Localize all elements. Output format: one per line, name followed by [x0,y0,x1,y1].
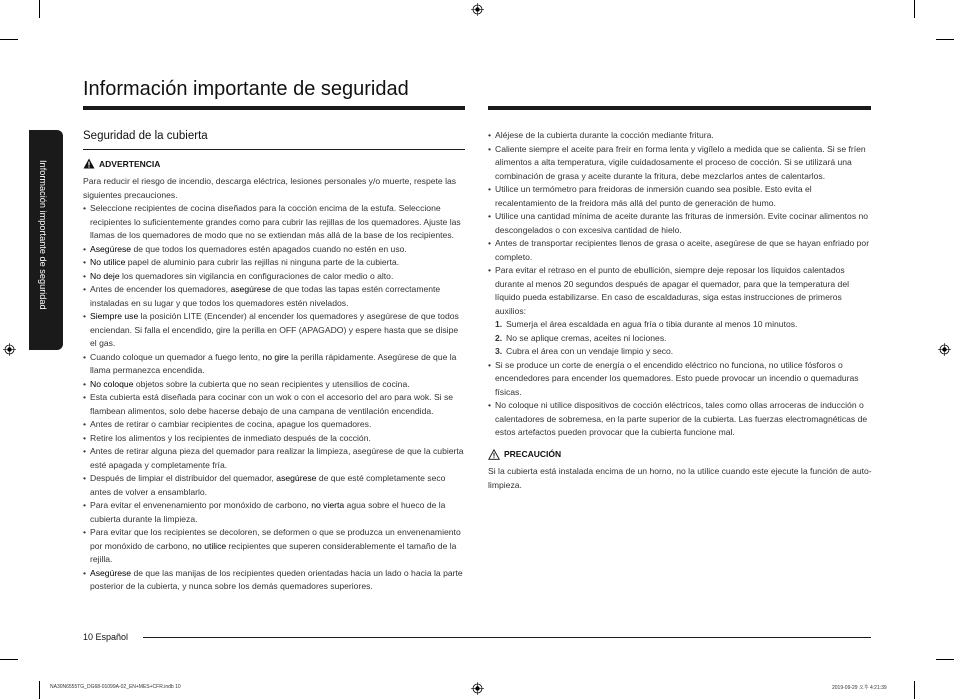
safety-item-text: Si se produce un corte de energía o el encendido eléctrico no funciona, no utilice fósforos o encendedores para encender los quemadores. Esto puede provocar un incendio o quemaduras físicas. [495,359,859,397]
step-number: 1. [495,319,503,329]
warning-item-text: Después de limpiar el distribuidor del quemador, [90,473,277,483]
page-number: 10 Español [83,632,129,642]
warning-item-emphasis: No deje [90,270,120,281]
warning-item-text: Antes de retirar alguna pieza del quemador para realizar la limpieza, asegúrese de que la cubierta esté apagada y completamente fría. [90,446,464,470]
crop-mark [39,681,40,699]
warning-item-text: de que todos los quemadores estén apagados cuando no estén en uso. [131,243,407,254]
page-title: Información importante de seguridad [83,78,409,100]
warning-item-emphasis: No utilice [90,257,126,267]
crop-mark [39,0,40,18]
warning-item-text: los quemadores sin vigilancia en configuraciones de calor medio o alto. [119,270,394,281]
warning-item-emphasis: Asegúrese [90,243,132,254]
registration-mark-icon [471,3,484,16]
crop-mark [914,681,915,699]
print-date-info: 2019-09-29 오후 4:21:39 [832,685,887,691]
step-number: 2. [495,332,503,343]
warning-item-text: papel de aluminio para cubrir las rejillas ni ninguna parte de la cubierta. [125,257,400,267]
print-file-info: NA30N6555TG_DG68-01099A-02_EN+MES+CFR.indb 10 [50,684,181,690]
warning-heading [83,158,160,169]
warning-item-emphasis: Siempre use [90,311,139,321]
warning-item-text: recipientes que superen considerablemente el tamaño de la rejilla. [90,540,457,564]
warning-item-text: Cuando coloque un quemador a fuego lento, [90,351,263,362]
warning-item-text: Seleccione recipientes de cocina diseñados para la cocción encima de la estufa. Seleccione recipientes lo suficientemente grandes como para cubrir las rejillas de los quemadores. Ajuste las llamas de los quemadores de modo que no se extiendan más allá de la base de los recipientes. [90,203,461,240]
step-text: Cubra el área con un vendaje limpio y seco. [506,346,674,356]
warning-item-text: Antes de encender los quemadores, [90,284,231,294]
warning-item [83,445,467,472]
first-aid-step [495,332,872,346]
safety-item-text: Utilice una cantidad mínima de aceite durante las frituras de inmersión. Evite cocinar alimentos no descongelados o con excesiva cantidad de hielo. [495,211,869,235]
warning-item-text: Esta cubierta está diseñada para cocinar con un wok o con el accesorio del aro para wok. Si se flambean alimentos, solo debe hacerse debajo de una campana de ventilación encendida. [90,392,454,416]
warning-item-text: agua sobre el hueco de la cubierta durante la limpieza. [90,500,446,524]
warning-list [83,202,467,594]
safety-item [488,237,872,264]
safety-item-text: Para evitar el retraso en el punto de ebullición, siempre deje reposar los líquidos calentados durante al menos 20 segundos después de apagar el quemador, para que la temperatura del líquido pueda estabilizarse. En caso de escaldaduras, siga estas instrucciones de primeros auxilios: [495,265,850,316]
frying-safety-list [488,129,872,440]
warning-item-text: objetos sobre la cubierta que no sean recipientes y utensilios de cocina. [133,378,410,389]
warning-item [83,283,467,310]
warning-item-text: Para evitar que los recipientes se decoloren, se deformen o que se produzca un envenenamiento por monóxido de carbono, [90,527,461,551]
caution-heading [488,448,872,462]
safety-item-text: Caliente siempre el aceite para freír en forma lenta y vigílelo a medida que se calienta. Si se fríen alimentos a alta temperatura, vigile cuidadosamente el proceso de cocción. Si se utilizará una combinación de grasa y aceite durante la fritura, debe mezclarlos antes de calentarlos. [495,143,866,181]
warning-intro: Para reducir el riesgo de incendio, descarga eléctrica, lesiones personales y/o muerte, respete las siguientes precauciones. [83,176,457,200]
crop-mark [914,0,915,18]
safety-item [488,359,872,400]
registration-mark-icon [3,343,16,356]
warning-item-text: de que las manijas de los recipientes queden orientadas hacia un lado o hacia la parte posterior de la cubierta, y nunca sobre los demás quemadores superiores. [90,567,463,591]
caution-triangle-icon [488,449,500,460]
safety-item [488,399,872,440]
warning-item [83,256,467,270]
warning-heading-label: ADVERTENCIA [99,158,161,169]
safety-item-text: No coloque ni utilice dispositivos de cocción eléctricos, tales como ollas arroceras de inducción o calentadores de sobremesa, en la parte superior de la cubierta. Las fuerzas electromagnéticas de estos artefactos pueden provocar que la cubierta funcione mal. [495,400,868,437]
safety-item [488,129,872,143]
first-aid-step [495,345,872,359]
warning-item-emphasis: asegúrese [230,284,271,294]
warning-triangle-icon [83,158,95,169]
crop-mark [0,659,18,660]
section-title: Seguridad de la cubierta [83,130,208,142]
warning-item-text: la perilla rápidamente. Asegúrese de que la llama permanezca encendida. [90,351,457,375]
warning-item [83,243,467,257]
warning-item-text: Retire los alimentos y los recipientes de inmediato después de la cocción. [90,432,371,443]
warning-item [83,378,467,392]
warning-item [83,526,467,567]
safety-item [488,210,872,237]
warning-item [83,567,467,594]
warning-item-text: de que esté completamente seco antes de volver a ensamblarlo. [90,473,446,497]
warning-item-text: la posición LITE (Encender) al encender los quemadores y asegúrese de que todos enciendan. Si falla el encendido, gire la perilla en OFF (APAGADO) y espere hasta que se disipe el gas. [90,311,459,348]
registration-mark-icon [938,343,951,356]
caution-text: Si la cubierta está instalada encima de un horno, no la utilice cuando este ejecute la función de auto-limpieza. [488,466,872,490]
step-text: No se aplique cremas, aceites ni lociones. [506,332,667,343]
warning-item [83,472,467,499]
warning-item-emphasis: no gire [262,351,289,362]
warning-item-emphasis: no vierta [311,500,345,510]
warning-item [83,418,467,432]
title-rule-left [83,106,465,110]
step-text: Sumerja el área escaldada en agua fría o tibia durante al menos 10 minutos. [506,319,798,329]
warning-item [83,391,467,418]
crop-mark [936,659,954,660]
warning-item-emphasis: no utilice [192,540,227,551]
warning-item [83,202,467,243]
warning-item-text: de que todas las tapas estén correctamente instaladas en su lugar y que todos los quemadores estén nivelados. [90,284,441,308]
warning-item-emphasis: asegúrese [276,473,317,483]
warning-item-text: Para evitar el envenenamiento por monóxido de carbono, [90,500,312,510]
side-tab-label: Información importante de seguridad [38,160,48,310]
step-number: 3. [495,346,503,356]
crop-mark [936,39,954,40]
left-column [83,175,467,594]
warning-item [83,432,467,446]
warning-item [83,310,467,351]
crop-mark [0,39,18,40]
warning-item [83,351,467,378]
safety-item [488,183,872,210]
registration-mark-icon [471,682,484,695]
safety-item-text: Antes de transportar recipientes llenos de grasa o aceite, asegúrese de que se hayan enfriado por completo. [495,238,870,262]
caution-heading-label: PRECAUCIÓN [504,448,562,459]
warning-item [83,499,467,526]
warning-item-emphasis: No coloque [90,378,134,389]
safety-item-text: Utilice un termómetro para freidoras de inmersión cuando sea posible. Esto evita el recalentamiento de la freidora más allá del punto de generación de humo. [495,184,812,208]
warning-item-emphasis: Asegúrese [90,567,132,578]
right-column [488,129,872,492]
warning-item [83,270,467,284]
safety-item-text: Aléjese de la cubierta durante la cocción mediante fritura. [495,130,714,140]
safety-item [488,264,872,359]
warning-item-text: Antes de retirar o cambiar recipientes de cocina, apague los quemadores. [90,419,372,429]
title-rule-right [488,106,871,110]
section-rule [83,149,465,150]
first-aid-step [495,318,872,332]
first-aid-steps [495,318,872,359]
safety-item [488,143,872,184]
footer-rule [143,637,871,638]
